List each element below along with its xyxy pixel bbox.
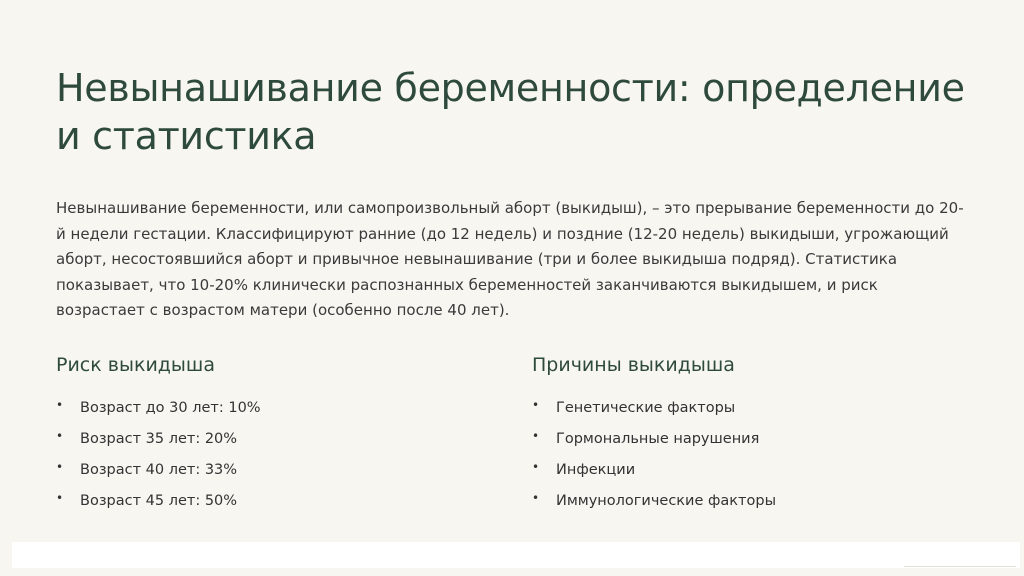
risk-list [56, 398, 476, 522]
footer-strip [12, 542, 1020, 568]
list-item [532, 398, 972, 429]
list-item [56, 460, 476, 491]
bullet-icon: • [532, 429, 540, 443]
cause-item-label: Инфекции [556, 462, 636, 478]
risk-column [56, 352, 476, 522]
list-item [532, 460, 972, 491]
list-item [56, 429, 476, 460]
bullet-icon: • [532, 460, 540, 474]
risk-heading: Риск выкидыша [56, 354, 215, 376]
causes-list [532, 398, 972, 522]
list-item [56, 491, 476, 522]
bullet-icon: • [532, 491, 540, 505]
bullet-icon: • [56, 429, 64, 443]
intro-paragraph: Невынашивание беременности, или самопроизвольный аборт (выкидыш), – это прерывание беременности до 20-й недели гестации. Классифицируют ранние (до 12 недель) и поздние (12-20 недель) выкидыши, угрожающий аборт, несостоявшийся аборт и привычное невынашивание (три и более выкидыша подряд). Статистика показывает, что 10-20% клинически распознанных беременностей заканчиваются выкидышем, и риск возрастает с возрастом матери (особенно после 40 лет). [56, 199, 964, 319]
bullet-icon: • [56, 460, 64, 474]
list-item [532, 429, 972, 460]
risk-item-label: Возраст до 30 лет: 10% [80, 400, 261, 416]
footer-divider [904, 566, 1016, 567]
causes-column [532, 352, 972, 522]
cause-item-label: Генетические факторы [556, 400, 736, 416]
slide-title: Невынашивание беременности: определение и статистика [56, 66, 965, 158]
causes-heading: Причины выкидыша [532, 354, 735, 376]
bullet-icon: • [532, 398, 540, 412]
bullet-icon: • [56, 398, 64, 412]
list-item [532, 491, 972, 522]
cause-item-label: Гормональные нарушения [556, 431, 760, 447]
risk-item-label: Возраст 40 лет: 33% [80, 462, 238, 478]
list-item [56, 398, 476, 429]
risk-item-label: Возраст 35 лет: 20% [80, 431, 238, 447]
risk-item-label: Возраст 45 лет: 50% [80, 493, 238, 509]
bullet-icon: • [56, 491, 64, 505]
cause-item-label: Иммунологические факторы [556, 493, 777, 509]
